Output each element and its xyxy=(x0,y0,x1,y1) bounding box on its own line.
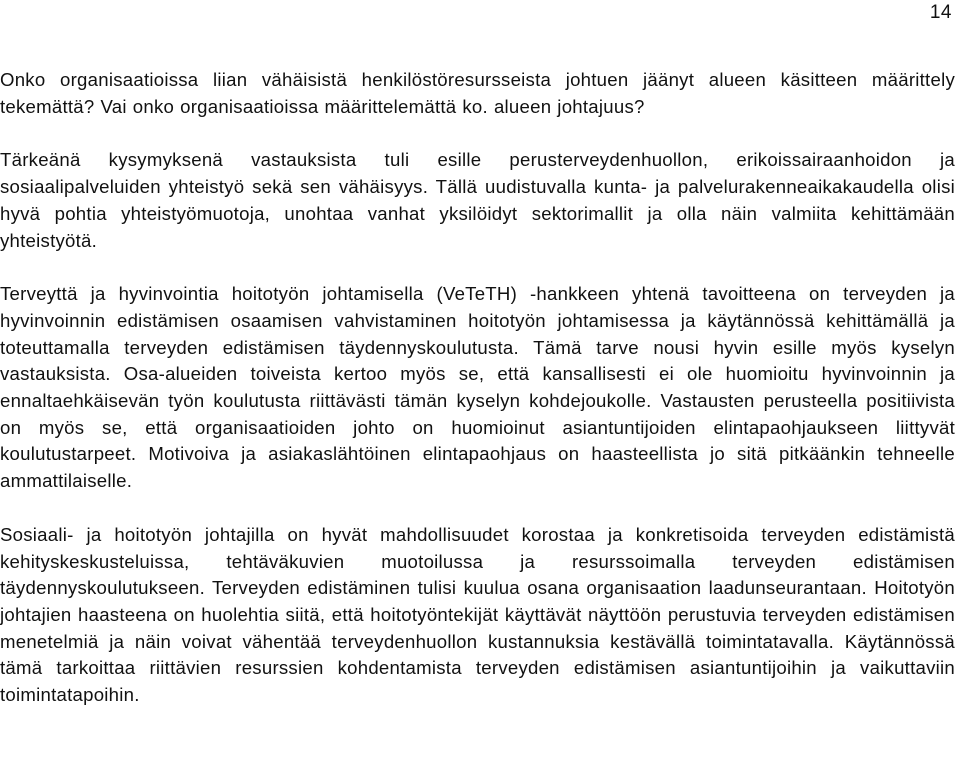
page-number: 14 xyxy=(929,2,952,23)
paragraph-1: Onko organisaatioissa liian vähäisistä henkilöstöresursseista johtuen jäänyt alueen käsitteen määrittely tekemättä? Vai onko organisaatioissa määrittelemättä ko. alueen johtajuus? xyxy=(0,69,955,117)
paragraph-2: Tärkeänä kysymyksenä vastauksista tuli esille perusterveydenhuollon, erikoissairaanhoidon ja sosiaalipalveluiden yhteistyö sekä sen vähäisyys. Tällä uudistuvalla kunta- ja palvelurakenneaikakaudella olisi hyvä pohtia yhteistyömuotoja, unohtaa vanhat yksilöidyt sektorimallit ja olla näin valmiita kehittämään yhteistyötä. xyxy=(0,149,955,251)
document-body xyxy=(0,67,955,709)
paragraph-3: Terveyttä ja hyvinvointia hoitotyön johtamisella (VeTeTH) -hankkeen yhtenä tavoitteena on terveyden ja hyvinvoinnin edistämisen osaamisen vahvistaminen hoitotyön johtamisessa ja käytännössä kehittämällä ja toteuttamalla terveyden edistämisen täydennyskoulutusta. Tämä tarve nousi hyvin esille myös kyselyn vastauksista. Osa-alueiden toiveista kertoo myös se, että kansallisesti ei ole huomioitu hyvinvoinnin ja ennaltaehkäisevän työn koulutusta riittävästi tämän kyselyn kohdejoukolle. Vastausten perusteella positiivista on myös se, että organisaatioiden johto on huomioinut asiantuntijoiden elintapaohjaukseen liittyvät koulutustarpeet. Motivoiva ja asiakaslähtöinen elintapaohjaus on haasteellista jo sitä pitkäänkin tehneelle ammattilaiselle. xyxy=(0,283,955,492)
paragraph-4: Sosiaali- ja hoitotyön johtajilla on hyvät mahdollisuudet korostaa ja konkretisoida terveyden edistämistä kehityskeskusteluissa, tehtäväkuvien muotoilussa ja resurssoimalla terveyden edistämisen täydennyskoulutukseen. Terveyden edistäminen tulisi kuulua osana organisaation laadunseurantaan. Hoitotyön johtajien haasteena on huolehtia siitä, että hoitotyöntekijät käyttävät näyttöön perustuvia terveyden edistämisen menetelmiä ja näin voivat vähentää terveydenhuollon kustannuksia kestävällä toimintatavalla. Käytännössä tämä tarkoittaa riittävien resurssien kohdentamista terveyden edistämisen asiantuntijoihin ja vaikuttaviin toimintatapoihin. xyxy=(0,523,955,706)
